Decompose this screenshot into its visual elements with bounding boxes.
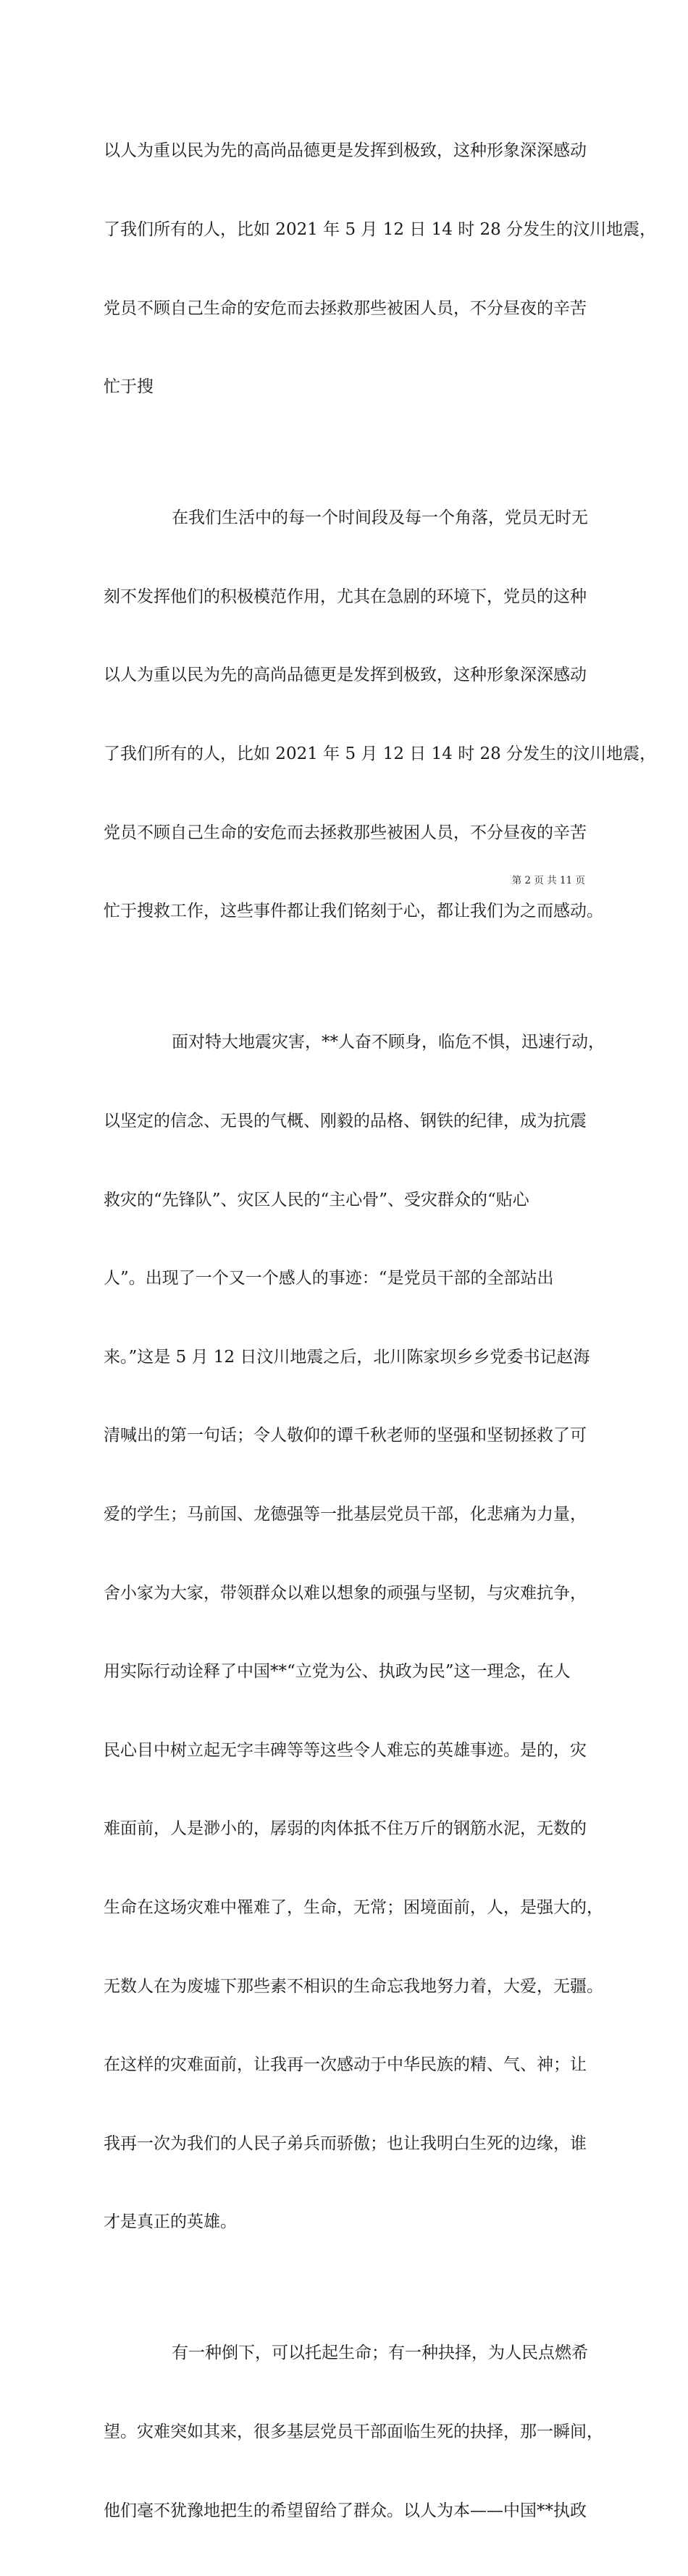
text-line: 生命在这场灾难中罹难了，生命，无常；困境面前，人，是强大的， xyxy=(104,1898,603,1918)
paragraph xyxy=(104,453,657,977)
text-line: 以坚定的信念、无畏的气概、刚毅的品格、钢铁的纪律，成为抗震 xyxy=(104,1111,587,1130)
text-line: 民心目中树立起无字丰碑等等这些令人难忘的英雄事迹。是的，灾 xyxy=(104,1740,587,1760)
text-line: 望。灾难突如其来，很多基层党员干部面临生死的抉择，那一瞬间， xyxy=(104,2422,603,2442)
text-line: 舍小家为大家，带领群众以难以想象的顽强与坚韧，与灾难抗争， xyxy=(104,1583,587,1603)
document-body xyxy=(104,85,657,2576)
text-line: 了我们所有的人，比如 2021 年 5 月 12 日 14 时 28 分发生的汶川地震， xyxy=(104,220,657,240)
paragraph xyxy=(104,85,657,453)
text-line: 以人为重以民为先的高尚品德更是发挥到极致，这种形象深深感动 xyxy=(104,141,587,161)
paragraph xyxy=(104,2288,603,2576)
text-line: 有一种倒下，可以托起生命；有一种抉择，为人民点燃希 xyxy=(172,2344,588,2363)
text-line: 忙于搜 xyxy=(104,377,154,397)
text-line: 人”。出现了一个又一个感人的事迹：“是党员干部的全部站出 xyxy=(104,1269,554,1288)
text-line: 来。”这是 5 月 12 日汶川地震之后，北川陈家坝乡乡党委书记赵海 xyxy=(104,1347,590,1367)
text-line: 以人为重以民为先的高尚品德更是发挥到极致，这种形象深深感动 xyxy=(104,666,587,685)
text-line: 忙于搜救工作，这些事件都让我们铭刻于心，都让我们为之而感动。 xyxy=(104,902,603,921)
text-line: 在这样的灾难面前，让我再一次感动于中华民族的精、气、神；让 xyxy=(104,2055,587,2075)
text-line: 难面前，人是渺小的，孱弱的肉体抵不住万斤的钢筋水泥，无数的 xyxy=(104,1819,587,1839)
text-line: 救灾的“先锋队”、灾区人民的“主心骨”、受灾群众的“贴心 xyxy=(104,1190,529,1209)
text-line: 用实际行动诠释了中国**“立党为公、执政为民”这一理念，在人 xyxy=(104,1662,571,1682)
page-number: 第 2 页 共 11 页 xyxy=(511,875,585,886)
text-line: 了我们所有的人，比如 2021 年 5 月 12 日 14 时 28 分发生的汶川地震， xyxy=(104,744,657,764)
text-line: 无数人在为废墟下那些素不相识的生命忘我地努力着，大爱，无疆。 xyxy=(104,1976,603,1996)
paragraph xyxy=(104,977,605,2288)
text-line: 党员不顾自己生命的安危而去拯救那些被困人员，不分昼夜的辛苦 xyxy=(104,298,587,318)
text-line: 面对特大地震灾害，**人奋不顾身，临危不惧，迅速行动， xyxy=(172,1033,605,1052)
text-line: 他们毫不犹豫地把生的希望留给了群众。以人为本——中国**执政 xyxy=(104,2501,587,2520)
text-line: 刻不发挥他们的积极模范作用，尤其在急剧的环境下，党员的这种 xyxy=(104,587,587,606)
text-line: 爱的学生；马前国、龙德强等一批基层党员干部，化悲痛为力量， xyxy=(104,1504,587,1524)
text-line: 在我们生活中的每一个时间段及每一个角落，党员无时无 xyxy=(172,508,588,528)
text-line: 党员不顾自己生命的安危而去拯救那些被困人员，不分昼夜的辛苦 xyxy=(104,823,587,842)
text-line: 我再一次为我们的人民子弟兵而骄傲；也让我明白生死的边缘，谁 xyxy=(104,2134,587,2153)
text-line: 才是真正的英雄。 xyxy=(104,2212,237,2232)
text-line: 清喊出的第一句话；令人敬仰的谭千秋老师的坚强和坚韧拯救了可 xyxy=(104,1426,587,1446)
